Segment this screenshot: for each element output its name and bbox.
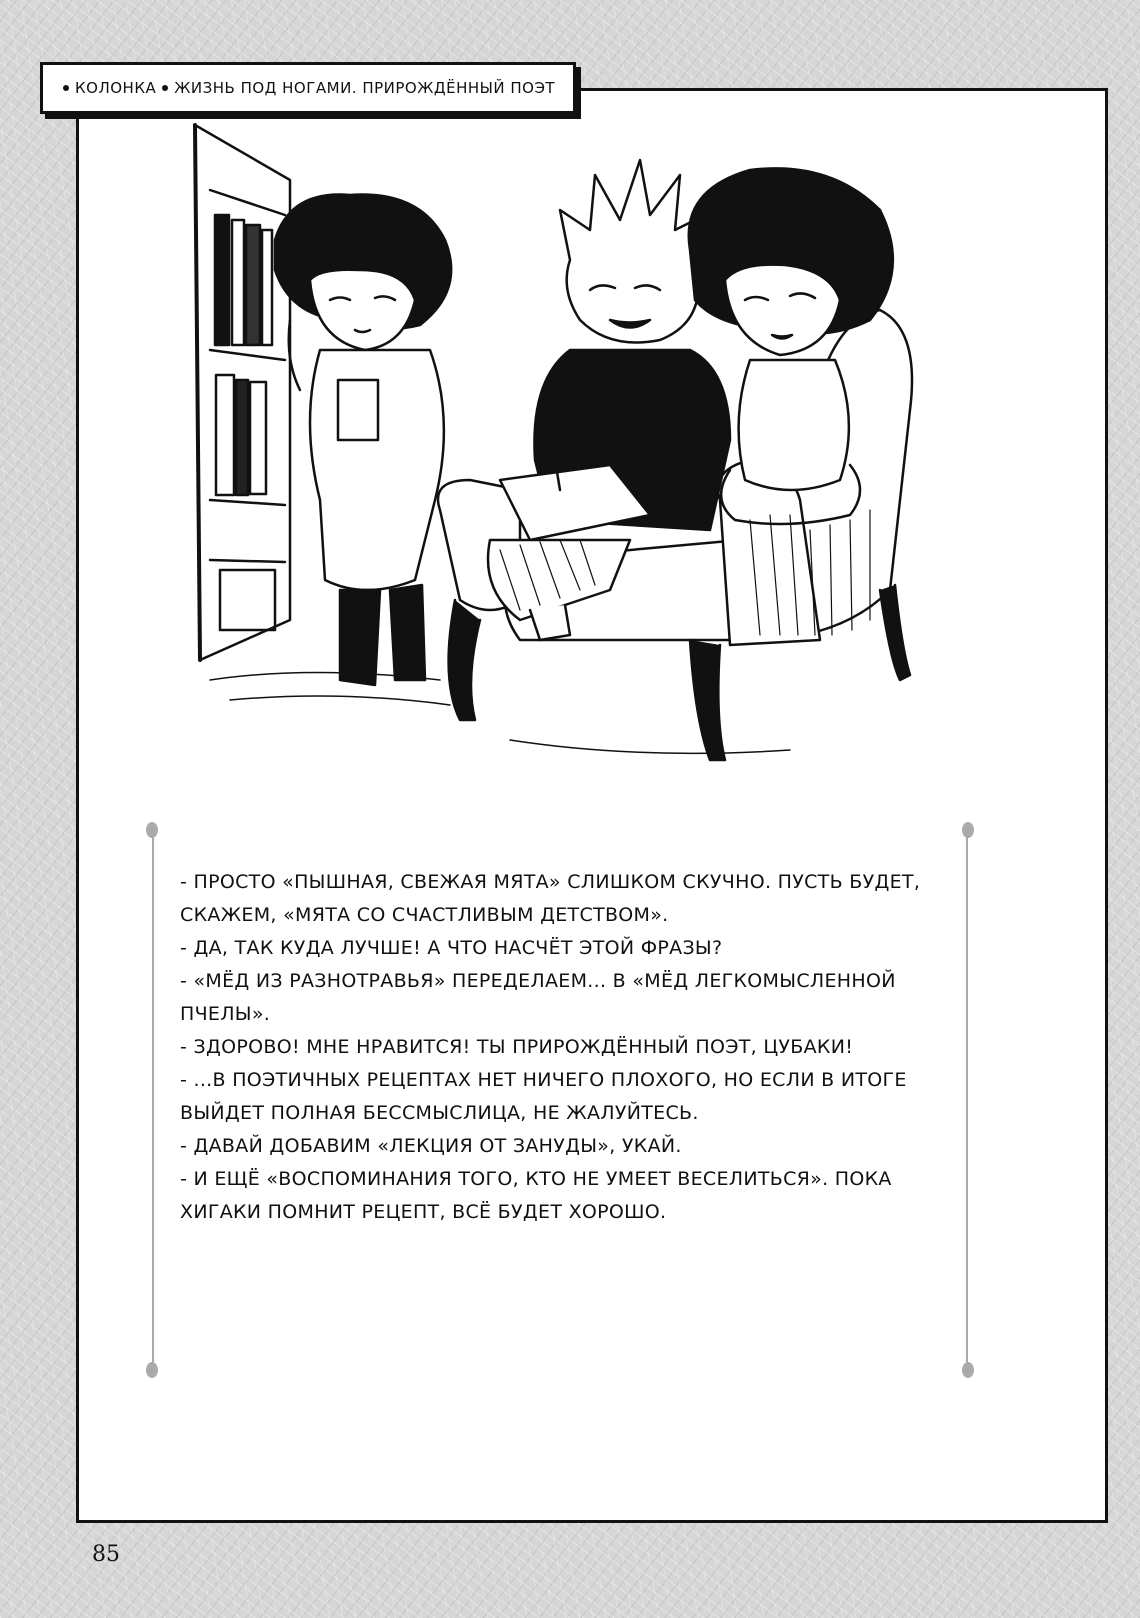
bookcase xyxy=(195,125,290,660)
text-line: - ПРОСТО «ПЫШНАЯ, СВЕЖАЯ МЯТА» СЛИШКОМ СКУЧНО. ПУСТЬ БУДЕТ, xyxy=(180,871,921,893)
text-box-right-border xyxy=(966,830,968,1370)
manga-illustration xyxy=(190,120,940,800)
border-ornament xyxy=(146,1362,158,1378)
border-ornament xyxy=(962,822,974,838)
text-line: СКАЖЕМ, «МЯТА СО СЧАСТЛИВЫМ ДЕТСТВОМ». xyxy=(180,904,669,926)
column-text xyxy=(180,866,950,1229)
text-line: ПЧЕЛЫ». xyxy=(180,1003,271,1025)
column-header xyxy=(40,62,576,114)
text-line: - «МЁД ИЗ РАЗНОТРАВЬЯ» ПЕРЕДЕЛАЕМ... В «МЁД ЛЕГКОМЫСЛЕННОЙ xyxy=(180,970,896,992)
text-line: - ЗДОРОВО! МНЕ НРАВИТСЯ! ТЫ ПРИРОЖДЁННЫЙ ПОЭТ, ЦУБАКИ! xyxy=(180,1036,854,1058)
text-line: - ДАВАЙ ДОБАВИМ «ЛЕКЦИЯ ОТ ЗАНУДЫ», УКАЙ. xyxy=(180,1135,682,1157)
column-text-box xyxy=(150,830,970,1370)
text-line: ХИГАКИ ПОМНИТ РЕЦЕПТ, ВСЁ БУДЕТ ХОРОШО. xyxy=(180,1201,667,1223)
border-ornament xyxy=(962,1362,974,1378)
header-title: ЖИЗНЬ ПОД НОГАМИ. ПРИРОЖДЁННЫЙ ПОЭТ xyxy=(174,79,556,97)
text-line: - ...В ПОЭТИЧНЫХ РЕЦЕПТАХ НЕТ НИЧЕГО ПЛОХОГО, НО ЕСЛИ В ИТОГЕ xyxy=(180,1069,907,1091)
bullet-icon xyxy=(162,85,168,91)
header-section: КОЛОНКА xyxy=(75,79,157,97)
text-line: ВЫЙДЕТ ПОЛНАЯ БЕССМЫСЛИЦА, НЕ ЖАЛУЙТЕСЬ. xyxy=(180,1102,699,1124)
text-line: - ДА, ТАК КУДА ЛУЧШЕ! А ЧТО НАСЧЁТ ЭТОЙ ФРАЗЫ? xyxy=(180,937,723,959)
page-number: 85 xyxy=(92,1542,120,1567)
text-box-left-border xyxy=(152,830,154,1370)
border-ornament xyxy=(146,822,158,838)
text-line: - И ЕЩЁ «ВОСПОМИНАНИЯ ТОГО, КТО НЕ УМЕЕТ ВЕСЕЛИТЬСЯ». ПОКА xyxy=(180,1168,892,1190)
bullet-icon xyxy=(63,85,69,91)
character-left xyxy=(275,195,451,685)
